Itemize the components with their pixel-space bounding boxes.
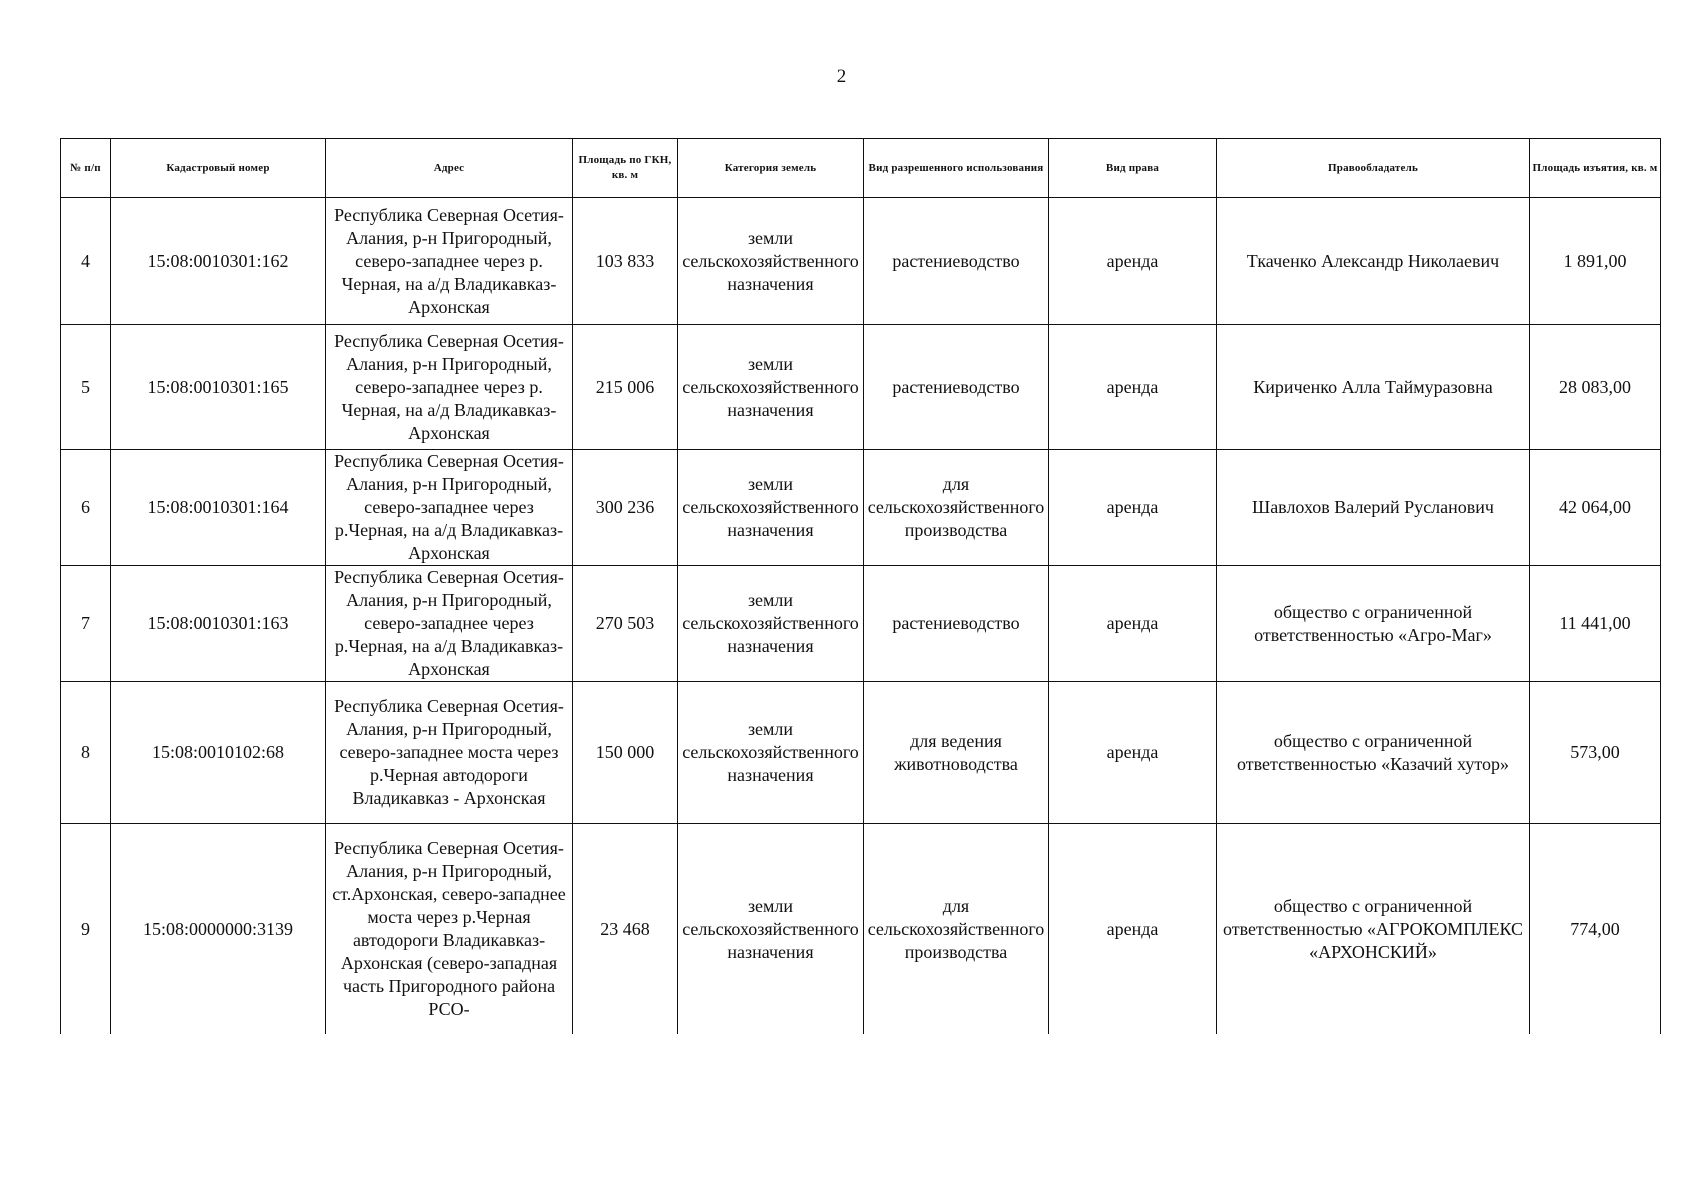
- header-right-type: Вид права: [1049, 139, 1217, 198]
- cell-area-gkn: 300 236: [573, 450, 678, 566]
- cell-cadastral: 15:08:0010301:165: [111, 325, 326, 450]
- cell-n: 8: [61, 682, 111, 824]
- cell-right-type: аренда: [1049, 450, 1217, 566]
- cell-owner: общество с ограниченной ответственностью «АГРОКОМПЛЕКС «АРХОНСКИЙ»: [1217, 824, 1530, 1035]
- cell-right-type: аренда: [1049, 325, 1217, 450]
- cell-category: земли сельскохозяйственного назначения: [678, 325, 864, 450]
- header-category: Категория земель: [678, 139, 864, 198]
- cell-address: Республика Северная Осетия-Алания, р-н Пригородный, северо-западнее через р.Черная, на а/д Владикавказ-Архонская: [326, 566, 573, 682]
- cell-address: Республика Северная Осетия-Алания, р-н Пригородный, северо-западнее через р. Черная, на а/д Владикавказ-Архонская: [326, 325, 573, 450]
- cell-cadastral: 15:08:0010102:68: [111, 682, 326, 824]
- cell-category: земли сельскохозяйственного назначения: [678, 824, 864, 1035]
- table-row: [61, 450, 1661, 566]
- cell-category: земли сельскохозяйственного назначения: [678, 450, 864, 566]
- cell-cadastral: 15:08:0010301:162: [111, 198, 326, 325]
- header-cadastral: Кадастровый номер: [111, 139, 326, 198]
- cell-cadastral: 15:08:0000000:3139: [111, 824, 326, 1035]
- cell-address: Республика Северная Осетия-Алания, р-н Пригородный, северо-западнее через р.Черная, на а/д Владикавказ-Архонская: [326, 450, 573, 566]
- cell-permitted-use: для ведения животноводства: [864, 682, 1049, 824]
- header-address: Адрес: [326, 139, 573, 198]
- cell-permitted-use: растениеводство: [864, 325, 1049, 450]
- cell-permitted-use: для сельскохозяйственного производства: [864, 824, 1049, 1035]
- table-row: [61, 682, 1661, 824]
- cell-take-area: 28 083,00: [1530, 325, 1661, 450]
- page-number: 2: [836, 66, 847, 87]
- cell-area-gkn: 103 833: [573, 198, 678, 325]
- cell-n: 4: [61, 198, 111, 325]
- cell-n: 9: [61, 824, 111, 1035]
- cell-right-type: аренда: [1049, 566, 1217, 682]
- cell-area-gkn: 23 468: [573, 824, 678, 1035]
- cell-category: земли сельскохозяйственного назначения: [678, 566, 864, 682]
- cell-take-area: 774,00: [1530, 824, 1661, 1035]
- cell-address: Республика Северная Осетия-Алания, р-н Пригородный, северо-западнее моста через р.Черная автодороги Владикавказ - Архонская: [326, 682, 573, 824]
- cell-area-gkn: 150 000: [573, 682, 678, 824]
- header-take-area: Площадь изъятия, кв. м: [1530, 139, 1661, 198]
- cell-area-gkn: 215 006: [573, 325, 678, 450]
- cell-n: 5: [61, 325, 111, 450]
- cell-address: Республика Северная Осетия-Алания, р-н Пригородный, северо-западнее через р. Черная, на а/д Владикавказ-Архонская: [326, 198, 573, 325]
- table-row: [61, 824, 1661, 1035]
- cell-owner: Ткаченко Александр Николаевич: [1217, 198, 1530, 325]
- cell-n: 6: [61, 450, 111, 566]
- cell-take-area: 11 441,00: [1530, 566, 1661, 682]
- cell-permitted-use: растениеводство: [864, 198, 1049, 325]
- cell-owner: общество с ограниченной ответственностью «Казачий хутор»: [1217, 682, 1530, 824]
- table-row: [61, 198, 1661, 325]
- cell-right-type: аренда: [1049, 824, 1217, 1035]
- header-n: № п/п: [61, 139, 111, 198]
- cell-right-type: аренда: [1049, 198, 1217, 325]
- land-plots-table-container: [60, 138, 1660, 1034]
- cell-owner: Шавлохов Валерий Русланович: [1217, 450, 1530, 566]
- cell-address: Республика Северная Осетия-Алания, р-н Пригородный, ст.Архонская, северо-западнее моста через р.Черная автодороги Владикавказ-Архонская (северо-западная часть Пригородного района РСО-: [326, 824, 573, 1035]
- table-row: [61, 325, 1661, 450]
- cell-cadastral: 15:08:0010301:163: [111, 566, 326, 682]
- cell-permitted-use: растениеводство: [864, 566, 1049, 682]
- cell-category: земли сельскохозяйственного назначения: [678, 198, 864, 325]
- cell-take-area: 1 891,00: [1530, 198, 1661, 325]
- table-header-row: [61, 139, 1661, 198]
- header-area-gkn: Площадь по ГКН, кв. м: [573, 139, 678, 198]
- header-permitted-use: Вид разрешенного использования: [864, 139, 1049, 198]
- cell-owner: Кириченко Алла Таймуразовна: [1217, 325, 1530, 450]
- cell-permitted-use: для сельскохозяйственного производства: [864, 450, 1049, 566]
- cell-owner: общество с ограниченной ответственностью «Агро-Маг»: [1217, 566, 1530, 682]
- cell-area-gkn: 270 503: [573, 566, 678, 682]
- cell-take-area: 573,00: [1530, 682, 1661, 824]
- cell-category: земли сельскохозяйственного назначения: [678, 682, 864, 824]
- land-plots-table: [60, 138, 1661, 1034]
- cell-take-area: 42 064,00: [1530, 450, 1661, 566]
- cell-cadastral: 15:08:0010301:164: [111, 450, 326, 566]
- cell-n: 7: [61, 566, 111, 682]
- cell-right-type: аренда: [1049, 682, 1217, 824]
- header-owner: Правообладатель: [1217, 139, 1530, 198]
- table-row: [61, 566, 1661, 682]
